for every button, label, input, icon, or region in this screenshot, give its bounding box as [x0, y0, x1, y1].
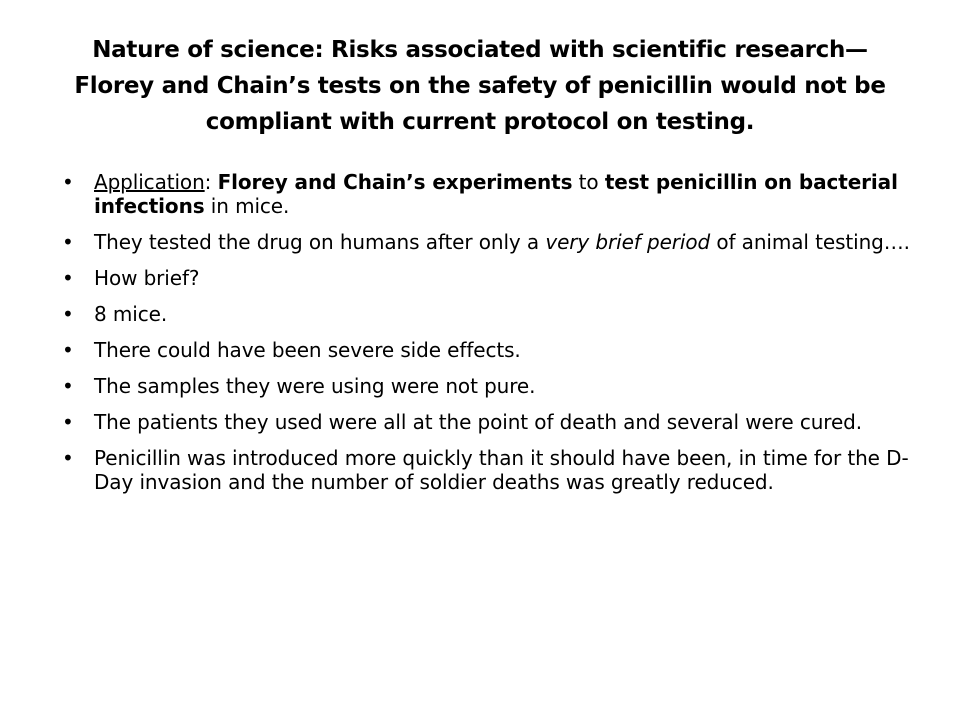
title-line-1: Nature of science: Risks associated with scientific research— — [92, 37, 868, 63]
bullet-text — [94, 302, 167, 326]
text-run: 8 mice. — [94, 302, 168, 326]
text-run: : — [204, 170, 218, 194]
bullet-text — [94, 410, 862, 434]
bullet-text — [94, 266, 199, 290]
text-run: How brief? — [94, 266, 200, 290]
bullet-dot-icon: • — [62, 446, 74, 470]
text-run: The samples they were using were not pure. — [94, 374, 536, 398]
bullet-dot-icon: • — [62, 266, 74, 290]
title-line-2: Florey and Chain’s tests on the safety of penicillin would not be — [74, 73, 886, 99]
bullet-item — [62, 302, 912, 326]
bullet-item — [62, 410, 912, 434]
italic-text: very brief period — [545, 230, 711, 254]
underlined-text: Application — [94, 170, 205, 194]
bullet-item — [62, 230, 912, 254]
bullet-dot-icon: • — [62, 338, 74, 362]
bullet-item — [62, 170, 912, 218]
text-run: to — [572, 170, 605, 194]
bullet-dot-icon: • — [62, 302, 74, 326]
bullet-dot-icon: • — [62, 170, 74, 194]
bullet-text — [94, 338, 521, 362]
text-run: of animal testing…. — [710, 230, 910, 254]
bullet-dot-icon: • — [62, 410, 74, 434]
bullet-dot-icon: • — [62, 230, 74, 254]
bullet-item — [62, 338, 912, 362]
bold-text: test penicillin on bacterial infections — [94, 170, 898, 218]
title-line-3: compliant with current protocol on testing. — [205, 109, 755, 135]
bullet-text — [94, 446, 909, 494]
text-run: They tested the drug on humans after only a — [94, 230, 546, 254]
bullet-text — [94, 230, 910, 254]
text-run: The patients they used were all at the point of death and several were cured. — [94, 410, 863, 434]
bold-text: Florey and Chain’s experiments — [217, 170, 573, 194]
bullet-item — [62, 266, 912, 290]
bullet-dot-icon: • — [62, 374, 74, 398]
bullet-text — [94, 374, 535, 398]
bullet-item — [62, 446, 912, 494]
text-run: Penicillin was introduced more quickly than it should have been, in time for the D-Day invasion and the number of soldier deaths was greatly reduced. — [94, 446, 909, 494]
bullet-item — [62, 374, 912, 398]
text-run: There could have been severe side effects. — [94, 338, 521, 362]
slide-title — [58, 32, 902, 140]
bullet-text — [94, 170, 898, 218]
text-run: in mice. — [204, 194, 290, 218]
bullet-list — [62, 170, 912, 506]
